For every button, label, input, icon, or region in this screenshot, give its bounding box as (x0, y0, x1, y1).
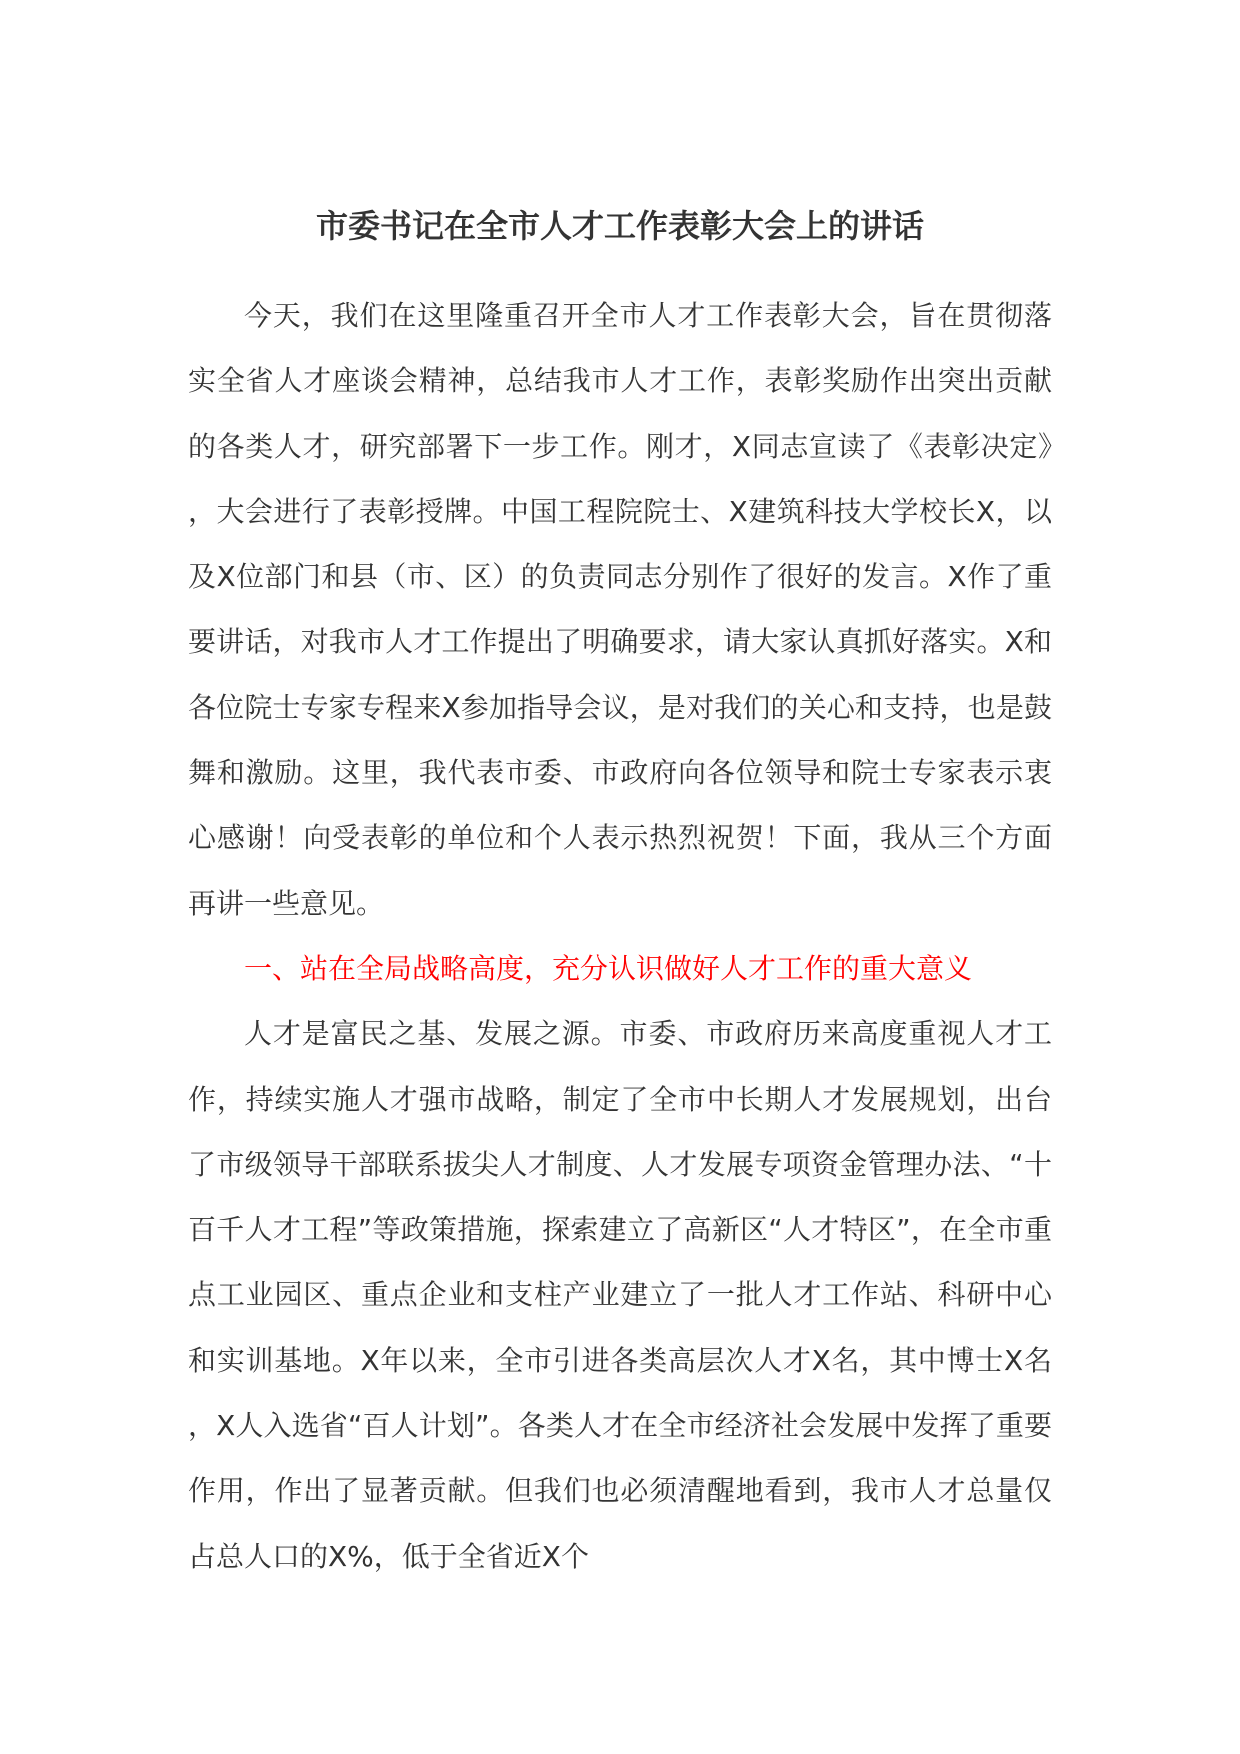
document-title: 市委书记在全市人才工作表彰大会上的讲话 (315, 207, 924, 245)
intro-paragraph: 今天，我们在这里隆重召开全市人才工作表彰大会，旨在贯彻落实全省人才座谈会精神，总结我市人才工作，表彰奖励作出突出贡献的各类人才，研究部署下一步工作。刚才，X同志宣读了《表彰决定》，大会进行了表彰授牌。中国工程院院士、X建筑科技大学校长X，以及X位部门和县（市、区）的负责同志分别作了很好的发言。X作了重要讲话，对我市人才工作提出了明确要求，请大家认真抓好落实。X和各位院士专家专程来X参加指导会议，是对我们的关心和支持，也是鼓舞和激励。这里，我代表市委、市政府向各位领导和院士专家表示衷心感谢！向受表彰的单位和个人表示热烈祝贺！下面，我从三个方面再讲一些意见。 (188, 299, 1052, 920)
section-1-paragraph: 人才是富民之基、发展之源。市委、市政府历来高度重视人才工作，持续实施人才强市战略，制定了全市中长期人才发展规划，出台了市级领导干部联系拔尖人才制度、人才发展专项资金管理办法、“十百千人才工程”等政策措施，探索建立了高新区“人才特区”，在全市重点工业园区、重点企业和支柱产业建立了一批人才工作站、科研中心和实训基地。X年以来，全市引进各类高层次人才X名，其中博士X名，X人入选省“百人计划”。各类人才在全市经济社会发展中发挥了重要作用，作出了显著贡献。但我们也必须清醒地看到，我市人才总量仅占总人口的X%，低于全省近X个 (188, 1017, 1052, 1573)
document-body (188, 283, 1052, 1589)
section-heading-1: 一、站在全局战略高度，充分认识做好人才工作的重大意义 (244, 951, 973, 985)
